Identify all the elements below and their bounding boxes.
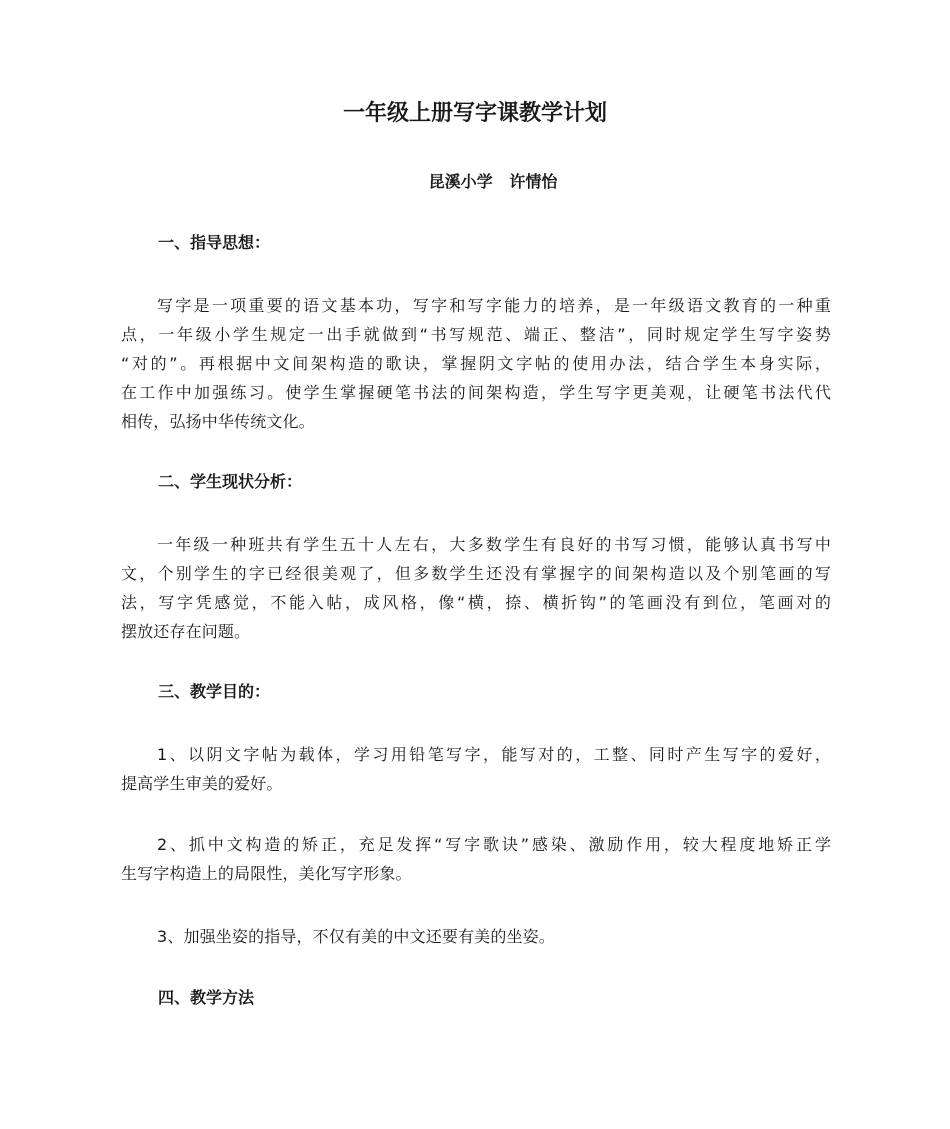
paragraph-line: 3、加强坐姿的指导，不仅有美的中文还要有美的坐姿。 (157, 927, 555, 946)
document-title: 一年级上册写字课教学计划 (342, 101, 607, 126)
paragraph-line: 相传，弘扬中华传统文化。 (121, 412, 315, 431)
section-heading-teaching-goals: 三、教学目的： (158, 682, 271, 701)
paragraph-line: 一年级一种班共有学生五十人左右，大多数学生有良好的书写习惯，能够认真书写中 (157, 535, 831, 554)
paragraph-line: 生写字构造上的局限性，美化写字形象。 (121, 864, 412, 883)
paragraph-student-analysis (121, 530, 831, 646)
paragraph-line: 法，写字凭感觉，不能入帖，成风格，像“横，捺、横折钩”的笔画没有到位，笔画对的 (121, 593, 831, 612)
paragraph-line: “对的”。再根据中文间架构造的歌诀，掌握阴文字帖的使用办法，结合学生本身实际， (121, 354, 831, 373)
section-heading-teaching-methods: 四、教学方法 (158, 988, 255, 1007)
paragraph-goal-3 (121, 922, 831, 951)
paragraph-line: 文，个别学生的字已经很美观了，但多数学生还没有掌握字的间架构造以及个别笔画的写 (121, 564, 831, 583)
paragraph-goal-1 (121, 740, 831, 798)
paragraph-line: 在工作中加强练习。使学生掌握硬笔书法的间架构造，学生写字更美观，让硬笔书法代代 (121, 383, 831, 402)
paragraph-line: 摆放还存在问题。 (121, 622, 251, 641)
paragraph-line: 点，一年级小学生规定一出手就做到“书写规范、端正、整洁”，同时规定学生写字姿势 (121, 325, 831, 344)
document-author: 昆溪小学 许情怡 (428, 172, 558, 191)
section-heading-student-analysis: 二、学生现状分析： (158, 472, 303, 491)
paragraph-line: 2、抓中文构造的矫正，充足发挥“写字歌诀”感染、激励作用，较大程度地矫正学 (157, 835, 831, 854)
paragraph-line: 1、以阴文字帖为载体，学习用铅笔写字，能写对的，工整、同时产生写字的爱好， (157, 745, 831, 764)
paragraph-line: 提高学生审美的爱好。 (121, 774, 283, 793)
paragraph-line: 写字是一项重要的语文基本功，写字和写字能力的培养，是一年级语文教育的一种重 (157, 296, 831, 315)
section-heading-guiding-ideology: 一、指导思想： (158, 233, 271, 252)
paragraph-guiding-ideology (121, 291, 831, 436)
paragraph-goal-2 (121, 830, 831, 888)
